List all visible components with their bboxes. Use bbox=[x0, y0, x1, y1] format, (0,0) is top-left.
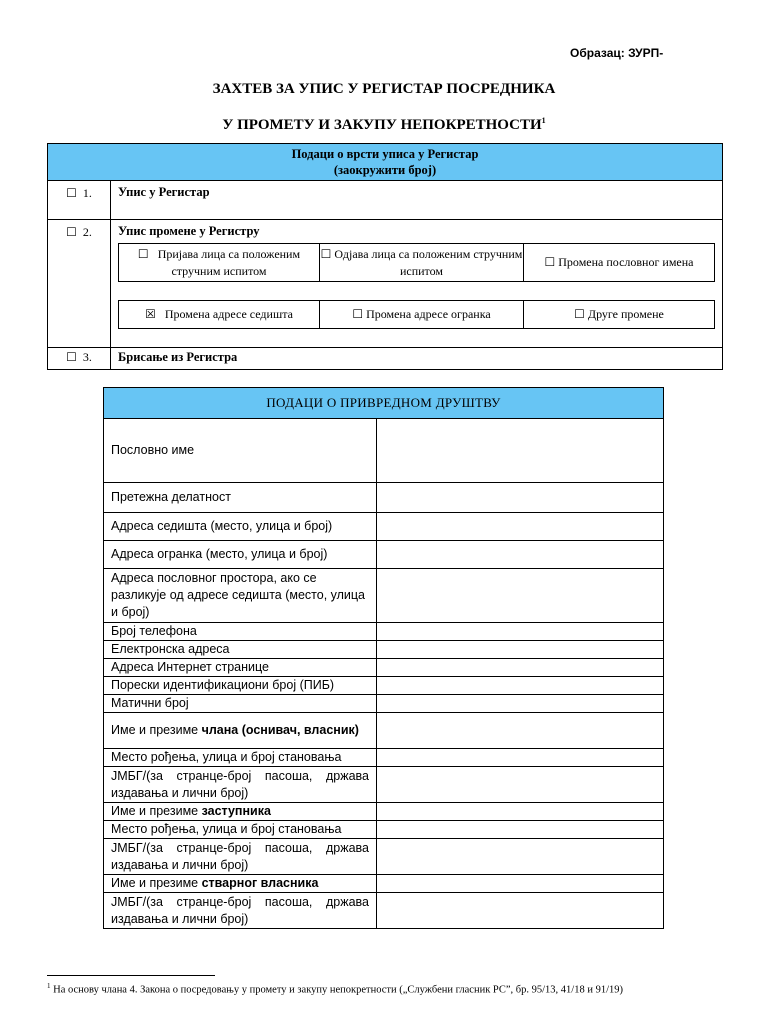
option-2-label: Упис промене у Регистру bbox=[118, 224, 260, 238]
field-value[interactable] bbox=[377, 893, 664, 929]
option-1-label: Упис у Регистар bbox=[111, 181, 723, 220]
form-title-line2: У ПРОМЕТУ И ЗАКУПУ НЕПОКРЕТНОСТИ$^1$ bbox=[222, 116, 546, 133]
option-1-cell[interactable] bbox=[48, 181, 111, 220]
field-value[interactable] bbox=[377, 513, 664, 541]
registry-type-table bbox=[47, 143, 723, 370]
field-value[interactable] bbox=[377, 569, 664, 623]
option-3-number: 3. bbox=[82, 350, 92, 364]
field-label: Број телефона bbox=[104, 623, 377, 641]
option-2-cell-content bbox=[111, 220, 723, 348]
field-label: Пословно име bbox=[104, 419, 377, 483]
registry-type-header-line2: (заокружити број) bbox=[333, 163, 437, 177]
field-value[interactable] bbox=[377, 419, 664, 483]
change-option[interactable] bbox=[320, 301, 524, 329]
field-value[interactable] bbox=[377, 821, 664, 839]
option-1-number: 1. bbox=[82, 186, 92, 200]
checkbox-icon[interactable]: ☒ bbox=[145, 307, 156, 321]
field-value[interactable] bbox=[377, 803, 664, 821]
change-option[interactable] bbox=[524, 301, 715, 329]
footnote-ref: 1 bbox=[541, 116, 546, 125]
checkbox-icon[interactable]: ☐ bbox=[574, 307, 585, 321]
field-value[interactable] bbox=[377, 623, 664, 641]
label-prefix: Име и презиме bbox=[111, 723, 202, 737]
changes-grid-row2 bbox=[118, 300, 715, 329]
company-header: ПОДАЦИ О ПРИВРЕДНОМ ДРУШТВУ bbox=[104, 388, 664, 419]
option-2-checkbox[interactable]: ☐ bbox=[66, 225, 77, 239]
label-prefix: Име и презиме bbox=[111, 876, 202, 890]
field-label: Матични број bbox=[104, 695, 377, 713]
field-value[interactable] bbox=[377, 677, 664, 695]
field-label: ЈМБГ/(за странце-број пасоша, држава издавања и лични број) bbox=[104, 893, 377, 929]
field-value[interactable] bbox=[377, 749, 664, 767]
field-label: Адреса Интернет странице bbox=[104, 659, 377, 677]
label-bold: члана (оснивач, власник) bbox=[201, 723, 359, 737]
checkbox-icon[interactable]: ☐ bbox=[137, 246, 149, 261]
change-label: Промена пословног имена bbox=[558, 255, 694, 269]
footnote bbox=[47, 982, 623, 996]
registry-type-header bbox=[48, 144, 723, 181]
change-label: Промена адресе огранка bbox=[366, 307, 491, 321]
change-label: Одјава лица са положеним стручним испитом bbox=[334, 246, 523, 278]
registry-type-header-line1: Подаци о врсти уписа у Регистар bbox=[291, 147, 479, 161]
checkbox-icon[interactable]: ☐ bbox=[320, 246, 332, 261]
change-option[interactable] bbox=[119, 301, 320, 329]
change-label: Пријава лица са положеним стручним испитом bbox=[157, 246, 301, 278]
form-id: Образац: ЗУРП- bbox=[570, 46, 664, 60]
company-data-table bbox=[103, 387, 664, 929]
option-3-label: Брисање из Регистра bbox=[111, 348, 723, 370]
change-label: Промена адресе седишта bbox=[164, 307, 293, 321]
field-label bbox=[104, 803, 377, 821]
field-value[interactable] bbox=[377, 875, 664, 893]
field-label: ЈМБГ/(за странце-број пасоша, држава издавања и лични број) bbox=[104, 767, 377, 803]
field-value[interactable] bbox=[377, 695, 664, 713]
footnote-text: На основу члана 4. Закона о посредовању у промету и закупу непокретности („Службени гласник РС”, бр. 95/13, 41/18 и 91/19) bbox=[53, 984, 624, 996]
changes-grid-row1 bbox=[118, 243, 715, 282]
field-value[interactable] bbox=[377, 839, 664, 875]
field-label: Претежна делатност bbox=[104, 483, 377, 513]
field-value[interactable] bbox=[377, 659, 664, 677]
label-bold: заступника bbox=[201, 804, 271, 818]
field-label: Електронска адреса bbox=[104, 641, 377, 659]
change-option[interactable] bbox=[524, 244, 715, 282]
field-label: Адреса огранка (место, улица и број) bbox=[104, 541, 377, 569]
field-label: Место рођења, улица и број становања bbox=[104, 749, 377, 767]
field-label: Место рођења, улица и број становања bbox=[104, 821, 377, 839]
label-prefix: Име и презиме bbox=[111, 804, 202, 818]
option-2-cell[interactable] bbox=[48, 220, 111, 348]
field-value[interactable] bbox=[377, 767, 664, 803]
form-title-line1: ЗАХТЕВ ЗА УПИС У РЕГИСТАР ПОСРЕДНИКА bbox=[212, 81, 556, 97]
field-value[interactable] bbox=[377, 541, 664, 569]
field-value[interactable] bbox=[377, 483, 664, 513]
field-label bbox=[104, 875, 377, 893]
field-value[interactable] bbox=[377, 641, 664, 659]
footnote-separator bbox=[47, 975, 215, 976]
checkbox-icon[interactable]: ☐ bbox=[352, 307, 364, 321]
field-label: ЈМБГ/(за странце-број пасоша, држава издавања и лични број) bbox=[104, 839, 377, 875]
label-bold: стварног власника bbox=[201, 876, 319, 890]
field-label bbox=[104, 713, 377, 749]
change-label: Друге промене bbox=[587, 307, 664, 321]
option-1-checkbox[interactable]: ☐ bbox=[66, 186, 77, 200]
option-2-number: 2. bbox=[82, 225, 92, 239]
change-option[interactable] bbox=[320, 244, 524, 282]
checkbox-icon[interactable]: ☐ bbox=[544, 255, 556, 269]
field-label: Адреса седишта (место, улица и број) bbox=[104, 513, 377, 541]
field-label: Порески идентификациони број (ПИБ) bbox=[104, 677, 377, 695]
change-option[interactable] bbox=[119, 244, 320, 282]
option-3-cell[interactable] bbox=[48, 348, 111, 370]
footnote-mark: 1 bbox=[47, 982, 51, 990]
field-value[interactable] bbox=[377, 713, 664, 749]
field-label: Адреса пословног простора, ако се разликује од адресе седишта (место, улица и број) bbox=[104, 569, 377, 623]
option-3-checkbox[interactable]: ☐ bbox=[66, 350, 77, 364]
